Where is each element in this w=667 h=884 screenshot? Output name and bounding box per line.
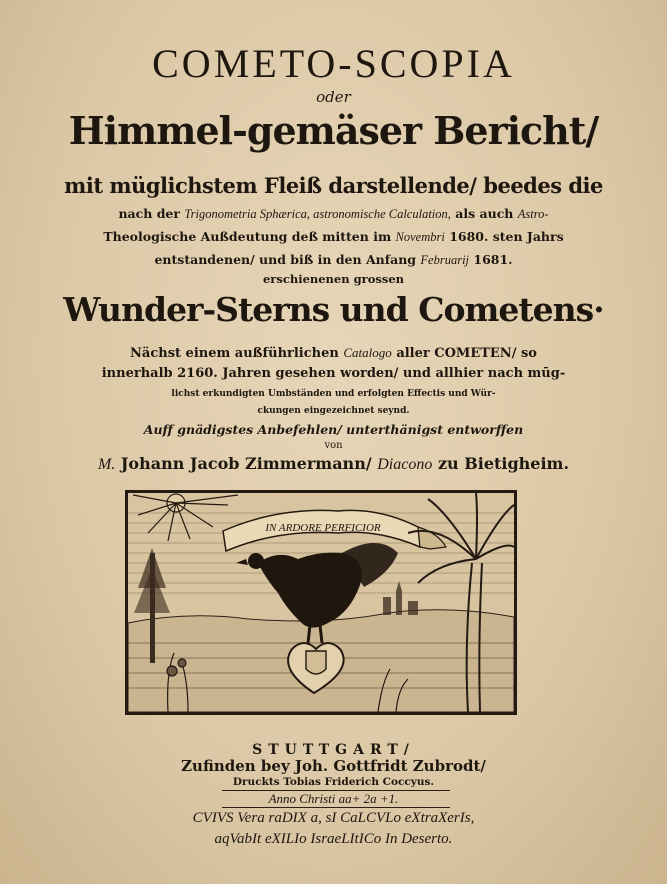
catalogue-line: ckungen eingezeichnet seynd. xyxy=(257,406,410,416)
subtitle-line: nach der Trigonometria Sphærica, astronomische Calculation, als auch Astro- xyxy=(118,206,549,221)
woodcut-illustration xyxy=(125,490,517,715)
by-line: von xyxy=(324,440,343,451)
book-title: COMETO-SCOPIA xyxy=(152,41,515,86)
blackletter-headline: Himmel-gemäser Bericht/ xyxy=(68,108,599,153)
chronogram-line-1: CVIVS Vera raDIX a, sI CaLCVLo eXtraXerIs, xyxy=(192,810,475,826)
imprint-printer: Druckts Tobias Friderich Coccyus. xyxy=(232,776,435,788)
distant-town xyxy=(383,581,418,615)
blackletter-headline-2: Wunder-Sterns und Cometens· xyxy=(63,290,604,329)
author-line: M. Johann Jacob Zimmermann/ Diacono zu Bietigheim. xyxy=(97,454,570,473)
imprint-city: STUTTGART/ xyxy=(252,742,415,758)
dedication-line: Auff gnädigstes Anbefehlen/ unterthänigst entworffen xyxy=(143,422,524,437)
sun-icon xyxy=(133,494,238,541)
imprint-year: Anno Christi aa+ 2a +1. xyxy=(268,791,399,806)
catalogue-line: lichst erkundigten Umbständen und erfolgten Effectis und Wür- xyxy=(171,389,496,399)
subtitle-line: Theologische Außdeutung deß mitten im Novembri 1680. sten Jahrs xyxy=(103,229,564,244)
motto-text: IN ARDORE PERFICIOR xyxy=(265,522,381,534)
chronogram-line-2: aqVabIt eXILIo IsraeLItICo In Deserto. xyxy=(214,831,453,847)
title-conjunction: oder xyxy=(316,88,351,106)
subtitle-line: erschienenen grossen xyxy=(262,272,404,286)
motto-banner xyxy=(223,510,446,551)
catalogue-line: innerhalb 2160. Jahren gesehen worden/ und allhier nach mūg- xyxy=(101,366,566,381)
eagle-woodcut-image xyxy=(128,493,514,712)
subtitle-line: mit müglichstem Fleiß darstellende/ beedes die xyxy=(64,173,603,198)
divider-rule xyxy=(222,807,450,808)
imprint-publisher: Zufinden bey Joh. Gottfridt Zubrodt/ xyxy=(181,757,486,775)
catalogue-line: Nächst einem außführlichen Catalogo aller COMETEN/ so xyxy=(130,345,537,361)
subtitle-line: entstandenen/ und biß in den Anfang Februarij 1681. xyxy=(154,252,513,267)
